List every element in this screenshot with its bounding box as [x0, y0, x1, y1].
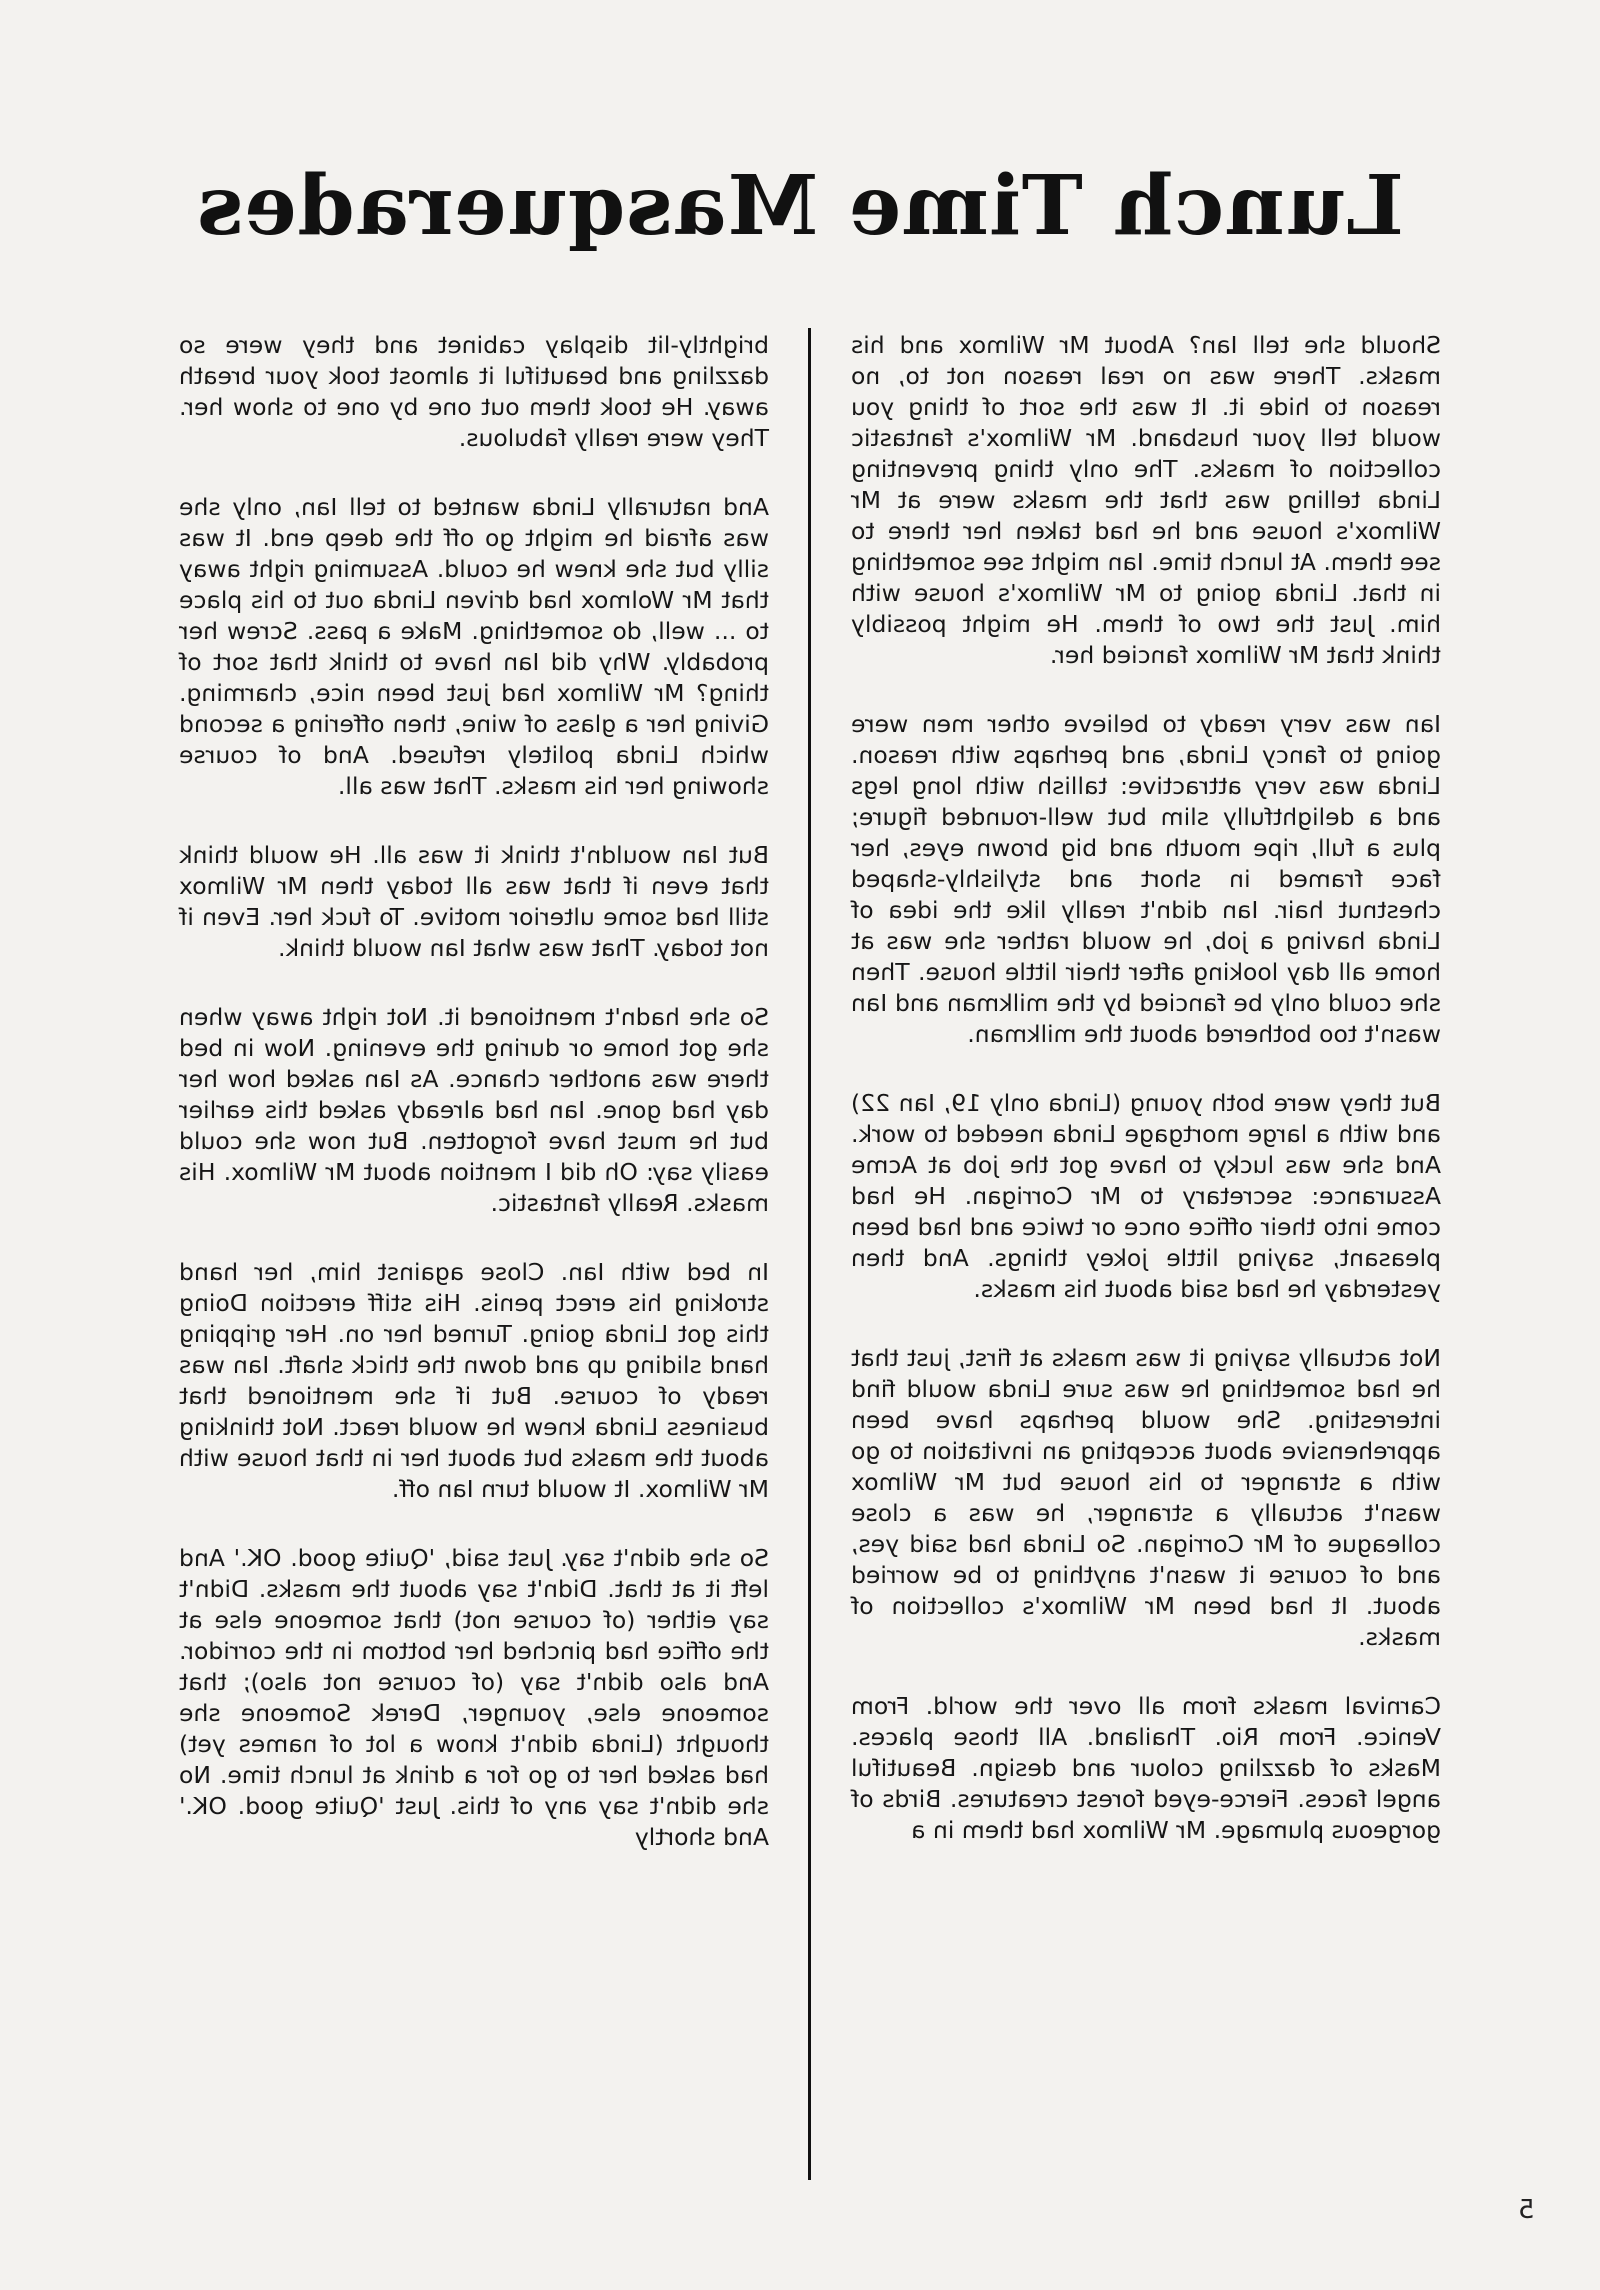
page-number: 5: [1518, 2195, 1535, 2225]
paragraph: But Ian wouldn't think it was all. He would think that even if that was all today then Mr Wilmox still had some ulterior motive. To fuck her. Even if not today. That was what Ian would think.: [179, 841, 769, 962]
paragraph: But they were both young (Linda only 19, Ian 22) and with a large mortgage Linda needed to work. And she was lucky to have got the job at Acme Assurance: secretary to Mr Corrigan. He had come into their office once or twice and had been pleasant, saying little jokey things. And then yesterday he had said about his masks.: [851, 1089, 1441, 1303]
paragraph: So she hadn't mentioned it. Not right away when she got home or during the evening. Now in bed there was another chance. As Ian asked how her day had gone. Ian had already asked this earlier but he must have forgotten. But now she could easily say: Oh did I mention about Mr Wilmox. His masks. Really fantastic.: [179, 1003, 769, 1217]
text-column-left: [851, 330, 1441, 1884]
paragraph: brightly-lit display cabinet and they were so dazzling and beautiful it almost took your breath away. He took them out one by one to show her. They were really fabulous.: [179, 331, 769, 452]
article-title: Lunch Time Masquerades: [196, 158, 1404, 254]
paragraph: Carnival masks from all over the world. From Venice. From Rio. Thailand. All those places. Masks of dazzling colour and design. Beautiful angel faces. Fierce-eyed forest creatures. Birds of gorgeous plumage. Mr Wilmox had them in a: [851, 1692, 1441, 1844]
paragraph: In bed with Ian. Close against him, her hand stroking his erect penis. His stiff erection Doing this got Linda going. Turned her on. Her gripping hand sliding up and down the thick shaft. Ian was ready of course. But if she mentioned that business Linda knew he would react. Not thinking about the masks but about her in that house with Mr Wilmox. It would turn Ian off.: [179, 1258, 769, 1503]
column-divider: [808, 328, 811, 2180]
paragraph: So she didn't say. Just said, 'Quite good. OK.' And left it at that. Didn't say about the masks. Didn't say either (of course not) that someone else at the office had pinched her bottom in the corridor. And also didn't say (of course not also); that someone else, younger, Derek Someone she thought (Linda didn't know a lot of names yet) had asked her to go for a drink at lunch time. No she didn't say any of this. Just 'Quite good. OK.' And shortly: [179, 1544, 769, 1851]
paragraph: Not actually saying it was masks at first, just that he had something he was sure Linda would find interesting. She would perhaps have been apprehensive about accepting an invitation to go with a stranger to his house but Mr Wilmox wasn't actually a stranger, he was a close colleague of Mr Corrigan. So Linda had said yes, and of course it wasn't anything to be worried about. It had been Mr Wilmox's collection of masks.: [851, 1344, 1441, 1651]
paragraph: Ian was very ready to believe other men were going to fancy Linda, and perhaps with reason. Linda was very attractive: tallish with long legs and a delightfully slim but well-rounded figure; plus a full, ripe mouth and big brown eyes, her face framed in short and stylishly-shaped chestnut hair. Ian didn't really like the idea of Linda having a job, he would rather she was at home all day looking after their little house. Then she could only be fancied by the milkman and Ian wasn't too bothered about the milkman.: [851, 710, 1441, 1048]
paragraph: And naturally Linda wanted to tell Ian, only she was afraid he might go off the deep end. It was silly but she knew he could. Assuming right away that Mr Wolmox had driven Linda out to his place to ... well, do something. Make a pass. Screw her probably. Why did Ian have to think that sort of thing? Mr Wilmox had just been nice, charming. Giving her a glass of wine, then offering a second which Linda politely refused. And of course showing her his masks. That was all.: [179, 493, 769, 800]
paragraph: Should she tell Ian? About Mr Wilmox and his masks. There was no real reason not to, no reason to hide it. It was the sort of thing you would tell your husband. Mr Wilmox's fantastic collection of masks. The only thing preventing Linda telling was that the masks were at Mr Wilmox's house and he had taken her there to see them. At lunch time. Ian might see something in that. Linda going to Mr Wilmox's house with him. Just the two of them. He might possibly think that Mr Wilmox fancied her.: [851, 331, 1441, 669]
text-column-right: [179, 330, 769, 1891]
